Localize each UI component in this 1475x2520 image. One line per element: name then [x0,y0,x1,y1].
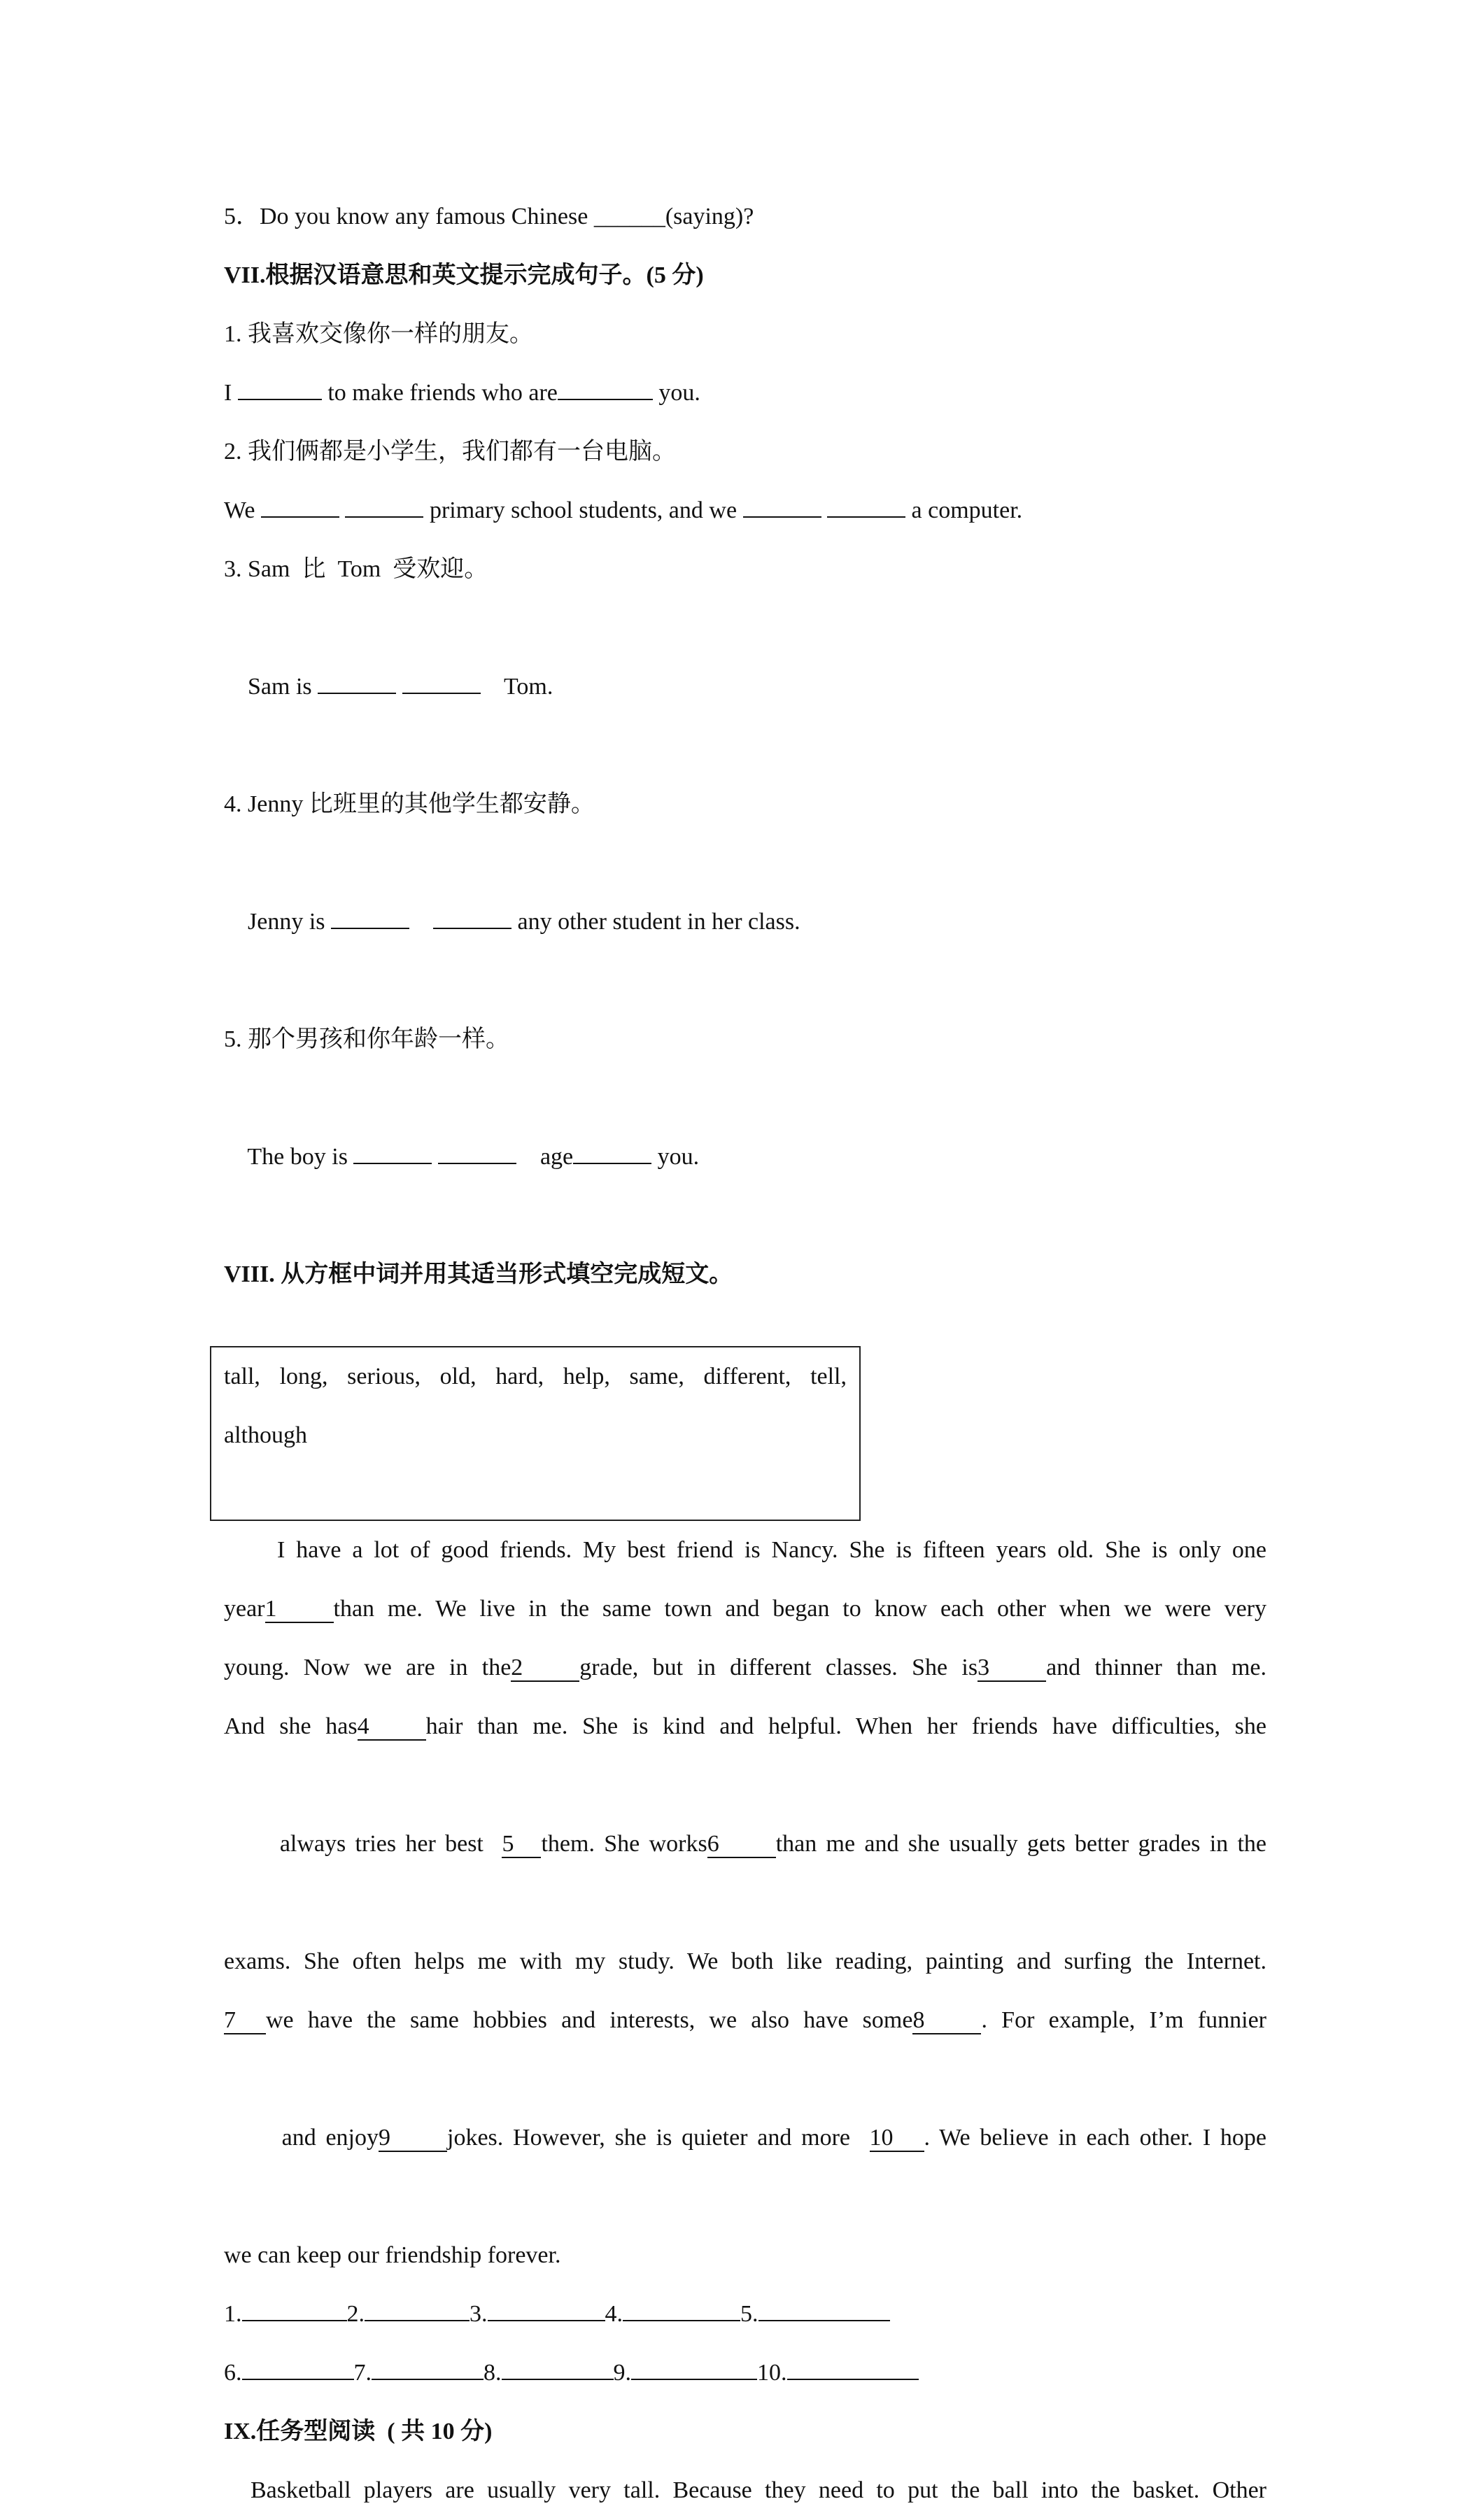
blank-4[interactable]: 4 [358,1714,426,1741]
section-9-title: IX.任务型阅读 ( 共 10 分) [224,2419,493,2444]
word-bank-line: although [224,1422,307,1448]
text-segment: . For example, I’m funnier [981,2007,1266,2033]
fill-blank[interactable] [573,1138,651,1164]
text-segment: we have the same hobbies and interests, we also have some [266,2007,913,2033]
blank-5[interactable]: 5 [502,1832,541,1858]
fill-blank[interactable] [345,491,423,518]
text-segment: Jenny is [248,909,331,935]
text-segment: hair than me. She is kind and helpful. When her friends have difficulties, she [425,1713,1267,1739]
answer-label: 2. [346,2301,365,2327]
text-segment: And she has [224,1713,358,1739]
text-segment: than me. We live in the same town and began to know each other when we were very [333,1596,1266,1622]
passage-line [224,1991,1266,2050]
word-bank-line: tall, long, serious, old, hard, help, same, different, tell, [224,1364,847,1389]
fill-blank[interactable] [827,491,905,518]
text-segment: The boy is [247,1144,354,1170]
text-segment [339,497,346,523]
text-segment: young. Now we are in the [224,1655,511,1680]
passage-line [224,1756,1266,1932]
answer-blank[interactable] [758,2320,890,2321]
answer-blank[interactable] [365,2320,470,2321]
fill-blank[interactable] [261,491,339,518]
section-7-title: VII.根据汉语意思和英文提示完成句子。(5 分) [224,262,704,288]
answer-blank[interactable] [242,2379,354,2380]
blank-2[interactable]: 2 [511,1655,579,1682]
fill-blank[interactable] [558,374,653,400]
blank-6[interactable]: 6 [707,1832,776,1858]
fill-blank[interactable] [238,374,322,400]
text-segment: to make friends who are [321,380,558,406]
s7-q4-chinese: 4. Jenny 比班里的其他学生都安静。 [224,791,595,817]
answer-blank[interactable] [623,2320,740,2321]
text-segment: and thinner than me. [1046,1655,1266,1680]
answer-blank[interactable] [488,2320,605,2321]
answer-label: 4. [605,2301,623,2327]
reading-passage-line: Basketball players are usually very tall. Because they need to put the ball into the basket. Other [250,2477,1266,2503]
fill-blank[interactable] [743,491,821,518]
text-segment: We [224,497,261,523]
text-segment: you. [651,1144,700,1170]
answer-blank[interactable] [502,2379,614,2380]
text-segment: age [516,1144,574,1170]
blank-8[interactable]: 8 [912,2008,981,2034]
text-segment [409,909,433,935]
s7-q2-chinese: 2. 我们俩都是小学生，我们都有一台电脑。 [224,439,676,465]
text-segment: any other student in her class. [511,909,800,935]
answer-label: 9. [613,2360,631,2386]
text-segment: and enjoy [281,2125,379,2151]
s7-q4-english [224,834,1266,1010]
passage-line [224,1580,1266,1638]
passage-line: I have a lot of good friends. My best friend is Nancy. She is fifteen years old. She is only one [277,1537,1266,1563]
passage-line: we can keep our friendship forever. [224,2242,561,2268]
text-segment: . We believe in each other. I hope [924,2125,1267,2151]
section-8-title: VIII. 从方框中词并用其适当形式填空完成短文。 [224,1261,733,1287]
answer-blank[interactable] [242,2320,347,2321]
word-bank-box [210,1346,861,1521]
text-segment: I [224,380,238,406]
text-segment: Sam is [248,674,318,700]
answer-row-2 [224,2344,1266,2402]
s7-q3-chinese: 3. Sam 比 Tom 受欢迎。 [224,556,488,582]
fill-blank[interactable] [331,902,409,929]
answer-blank[interactable] [631,2379,757,2380]
text-segment [821,497,828,523]
answer-label: 10. [757,2360,787,2386]
text-segment: jokes. However, she is quieter and more [447,2125,870,2151]
cloze-passage [224,1521,1266,2285]
blank-1[interactable]: 1 [265,1597,334,1623]
fill-blank[interactable] [438,1138,516,1164]
s7-q5-chinese: 5. 那个男孩和你年龄一样。 [224,1026,509,1052]
fill-blank[interactable] [318,667,396,694]
text-segment: them. She works [541,1831,707,1857]
passage-line: exams. She often helps me with my study. We both like reading, painting and surfing the Internet. [224,1948,1266,1974]
question-5-saying: 5．Do you know any famous Chinese ______(saying)? [224,204,754,229]
blank-3[interactable]: 3 [978,1655,1046,1682]
text-segment: you. [652,380,700,406]
passage-line [224,1697,1266,1756]
answer-label: 5. [740,2301,758,2327]
text-segment [432,1144,438,1170]
text-segment: than me and she usually gets better grades in the [775,1831,1267,1857]
blank-10[interactable]: 10 [870,2125,924,2152]
text-segment: grade, but in different classes. She is [579,1655,978,1680]
fill-blank[interactable] [433,902,511,929]
answer-label: 6. [224,2360,242,2386]
text-segment: Tom. [480,674,553,700]
s7-q1-english [224,364,1266,423]
blank-7[interactable]: 7 [224,2008,266,2034]
text-segment: always tries her best [279,1831,502,1857]
s7-q3-english [224,599,1266,775]
worksheet-page [224,187,1266,2520]
s7-q2-english [224,481,1266,540]
text-segment [396,674,402,700]
passage-line [224,2050,1266,2226]
fill-blank[interactable] [353,1138,432,1164]
passage-line [224,1638,1266,1697]
answer-label: 3. [470,2301,488,2327]
answer-blank[interactable] [372,2379,484,2380]
answer-blank[interactable] [787,2379,919,2380]
text-segment: a computer. [905,497,1023,523]
text-segment: year [224,1596,265,1622]
fill-blank[interactable] [402,667,481,694]
answer-label: 1. [224,2301,242,2327]
blank-9[interactable]: 9 [379,2125,447,2152]
answer-label: 8. [484,2360,502,2386]
answer-label: 7. [353,2360,372,2386]
s7-q5-english [224,1069,1266,1245]
answer-row-1 [224,2285,1266,2344]
s7-q1-chinese: 1. 我喜欢交像你一样的朋友。 [224,321,533,347]
text-segment: primary school students, and we [423,497,743,523]
